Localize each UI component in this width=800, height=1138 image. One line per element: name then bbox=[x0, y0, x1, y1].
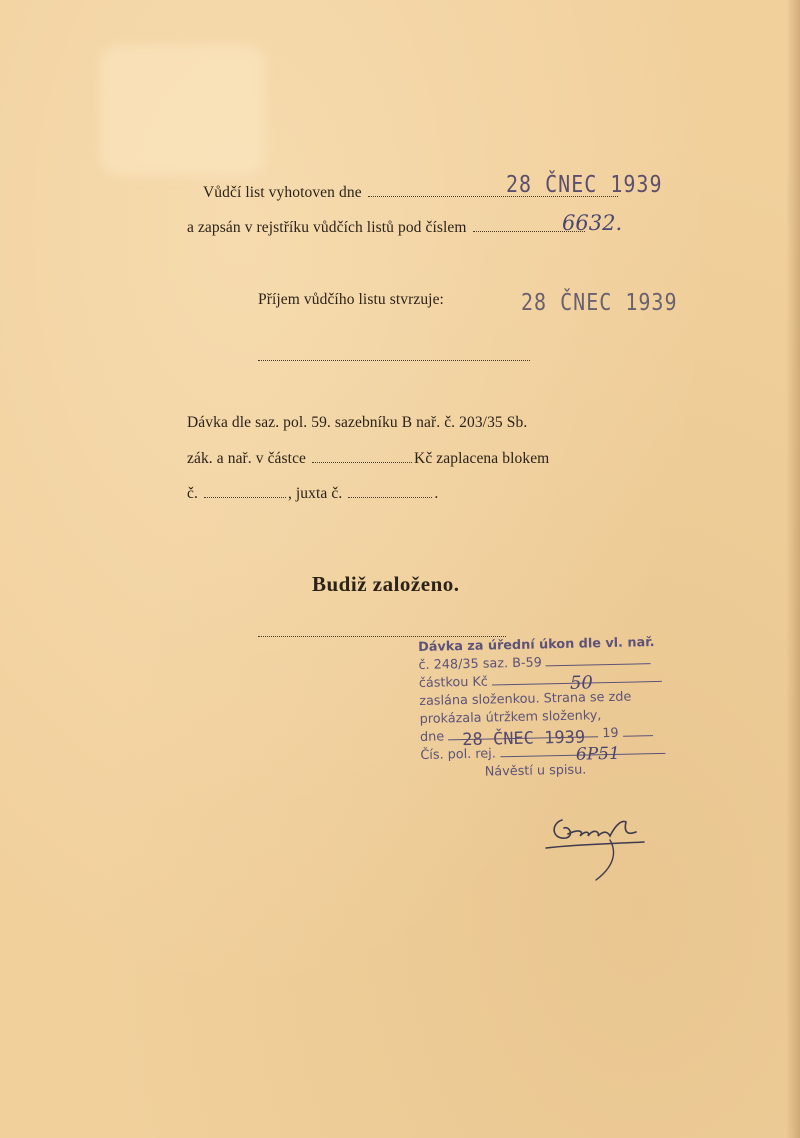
fee-stamp bbox=[418, 634, 691, 784]
page-edge-shadow bbox=[786, 0, 800, 1138]
stamp-line-2-text: č. 248/35 saz. B-59 bbox=[418, 655, 542, 673]
filing-title: Budiž založeno. bbox=[312, 572, 460, 596]
stamp-register-handwritten: 6P51 bbox=[575, 743, 621, 765]
juxta-label: , juxta č. bbox=[287, 485, 343, 502]
stamp-amount-handwritten: 50 bbox=[569, 672, 594, 694]
issue-date-stamp: 28 ČNEC 1939 bbox=[506, 170, 663, 198]
juxta-dots bbox=[348, 485, 432, 498]
receipt-label: Příjem vůdčího listu stvrzuje: bbox=[258, 291, 444, 308]
juxta-end: . bbox=[434, 485, 439, 502]
stamp-year-fill bbox=[623, 735, 653, 737]
stamp-date-stamped: 28 ČNEC 1939 bbox=[462, 727, 586, 751]
stamp-register-fill bbox=[500, 743, 665, 765]
stamp-amount-label: částkou Kč bbox=[418, 674, 489, 691]
handwritten-signature bbox=[540, 810, 650, 890]
stamp-line-1: Dávka za úřední úkon dle vl. nař. bbox=[418, 635, 655, 655]
faded-patch bbox=[100, 45, 265, 175]
stamp-line-8: Návěstí u spisu. bbox=[484, 762, 587, 780]
fee-line-2 bbox=[187, 450, 549, 468]
issue-date-label: Vůdčí list vyhotoven dne bbox=[203, 184, 362, 201]
register-label: a zapsán v rejstříku vůdčích listů pod číslem bbox=[187, 219, 467, 236]
fee-amount-label: zák. a nař. v částce bbox=[187, 450, 307, 467]
stamp-amount-fill bbox=[492, 672, 662, 694]
signature-dotted-line bbox=[258, 360, 530, 361]
fee-line-3 bbox=[187, 485, 438, 503]
stamp-register-label: Čís. pol. rej. bbox=[420, 746, 496, 763]
register-number-handwritten: 6632. bbox=[562, 211, 623, 235]
stamp-date-fill bbox=[448, 727, 598, 751]
stamp-line-5: prokázala útržkem složenky, bbox=[419, 708, 602, 727]
bottom-dotted-line bbox=[258, 636, 506, 637]
block-no-label: č. bbox=[187, 485, 198, 502]
block-no-dots bbox=[204, 485, 286, 498]
fee-paid-label: Kč zaplacena blokem bbox=[414, 450, 550, 467]
fee-amount-dots bbox=[312, 450, 412, 463]
stamp-line-4: zaslána složenkou. Strana se zde bbox=[419, 689, 632, 709]
receipt-line bbox=[258, 291, 444, 309]
register-line bbox=[187, 219, 587, 237]
receipt-date-stamp: 28 ČNEC 1939 bbox=[521, 288, 678, 316]
stamp-line-2-fill bbox=[546, 663, 651, 666]
fee-line-1: Dávka dle saz. pol. 59. sazebníku B nař. č. 203/35 Sb. bbox=[187, 414, 528, 431]
stamp-date-label: dne bbox=[419, 729, 445, 745]
stamp-year-label: 19 bbox=[602, 725, 619, 742]
